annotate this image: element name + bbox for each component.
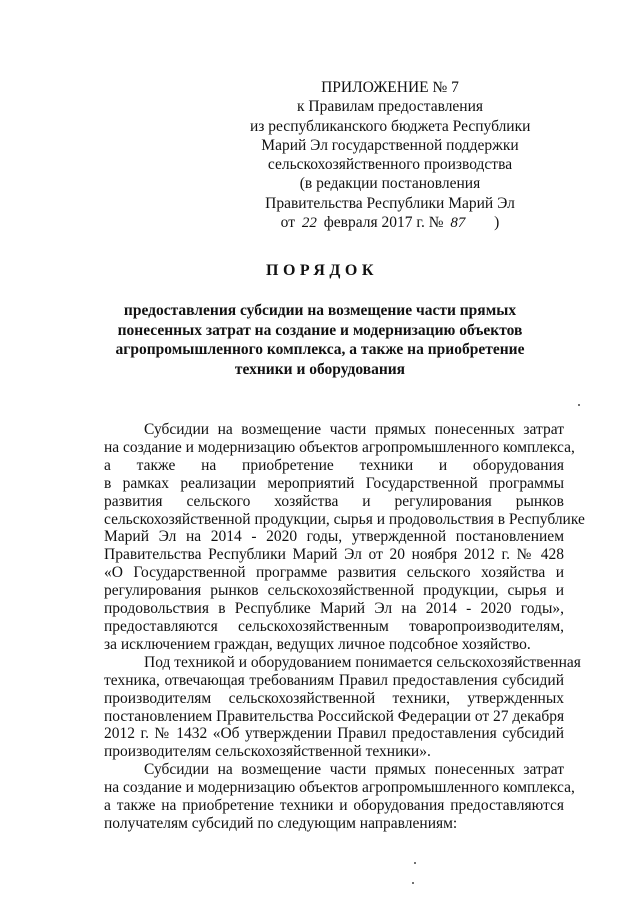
- scan-speck: [414, 862, 416, 864]
- text-line: производителям сельскохозяйственной техники, утвержденных: [104, 689, 564, 707]
- text-line: продовольствия в Республике Марий Эл на 2014 - 2020 годы»,: [104, 600, 564, 618]
- subtitle-line: понесенных затрат на создание и модернизацию объектов: [117, 321, 523, 339]
- text-line: «О Государственной программе развития сельского хозяйства и: [104, 564, 564, 582]
- text-line: развития сельского хозяйства и регулирования рынков: [104, 492, 564, 510]
- text-line: Марий Эл на 2014 - 2020 годы, утвержденной постановлением: [104, 528, 564, 546]
- text-line: регулирования рынков сельскохозяйственной продукции, сырья и: [104, 582, 564, 600]
- text-line: в рамках реализации мероприятий Государственной программы: [104, 474, 564, 492]
- subtitle-line: агропромышленного комплекса, а также на приобретение: [115, 341, 525, 358]
- appendix-line: к Правилам предоставления: [296, 98, 484, 116]
- appendix-line: (в редакции постановления: [299, 175, 481, 193]
- document-title: ПОРЯДОК: [266, 262, 378, 279]
- text-line: постановлением Правительства Российской Федерации от 27 декабря: [104, 707, 565, 725]
- scan-speck: [578, 404, 580, 406]
- text-line: получателям субсидий по следующим направлениям:: [104, 814, 458, 832]
- text-line: Субсидии на возмещение части прямых понесенных затрат: [144, 421, 564, 438]
- text-line: Субсидии на возмещение части прямых понесенных затрат: [144, 761, 564, 779]
- appendix-block: [250, 78, 530, 233]
- date-month-year: февраля 2017 г. №: [323, 214, 444, 232]
- text-line: Правительства Республики Марий Эл от 20 ноября 2012 г. № 428: [104, 546, 564, 564]
- text-line: на создание и модернизацию объектов агропромышленного комплекса,: [104, 438, 575, 456]
- paragraph-1: [104, 421, 585, 654]
- text-line: на создание и модернизацию объектов агропромышленного комплекса,: [104, 779, 575, 797]
- text-line: а также на приобретение техники и оборудования: [104, 456, 564, 474]
- text-line: сельскохозяйственной продукции, сырья и продовольствия в Республике: [104, 510, 585, 528]
- text-line: за исключением граждан, ведущих личное подсобное хозяйство.: [104, 635, 531, 653]
- date-suffix: ): [494, 214, 500, 232]
- text-line: Под техникой и оборудованием понимается сельскохозяйственная: [144, 653, 581, 671]
- appendix-heading: ПРИЛОЖЕНИЕ № 7: [321, 79, 459, 96]
- date-day: 22: [301, 215, 317, 232]
- date-prefix: от: [280, 214, 295, 232]
- text-line: предоставляются сельскохозяйственным товаропроизводителям,: [104, 617, 564, 635]
- date-number: 87: [450, 215, 466, 232]
- appendix-line: Правительства Республики Марий Эл: [265, 194, 515, 212]
- paragraph-3: [104, 761, 575, 833]
- appendix-line: из республиканского бюджета Республики: [250, 117, 531, 135]
- body-text: [104, 421, 585, 833]
- text-line: производителям сельскохозяйственной техники».: [104, 743, 431, 761]
- appendix-line: Марий Эл государственной поддержки: [261, 136, 519, 154]
- appendix-date-line: [250, 213, 530, 233]
- scan-speck: [412, 882, 414, 884]
- document-subtitle: [110, 301, 530, 379]
- text-line: техника, отвечающая требованиям Правил предоставления субсидий: [104, 671, 564, 689]
- text-line: а также на приобретение техники и оборудования предоставляются: [104, 797, 564, 815]
- paragraph-2: [104, 653, 581, 761]
- subtitle-line: предоставления субсидии на возмещение части прямых: [123, 302, 517, 319]
- subtitle-line: техники и оборудования: [234, 360, 406, 378]
- text-line: 2012 г. № 1432 «Об утверждении Правил предоставления субсидий: [104, 725, 564, 743]
- appendix-line: сельскохозяйственного производства: [267, 156, 513, 174]
